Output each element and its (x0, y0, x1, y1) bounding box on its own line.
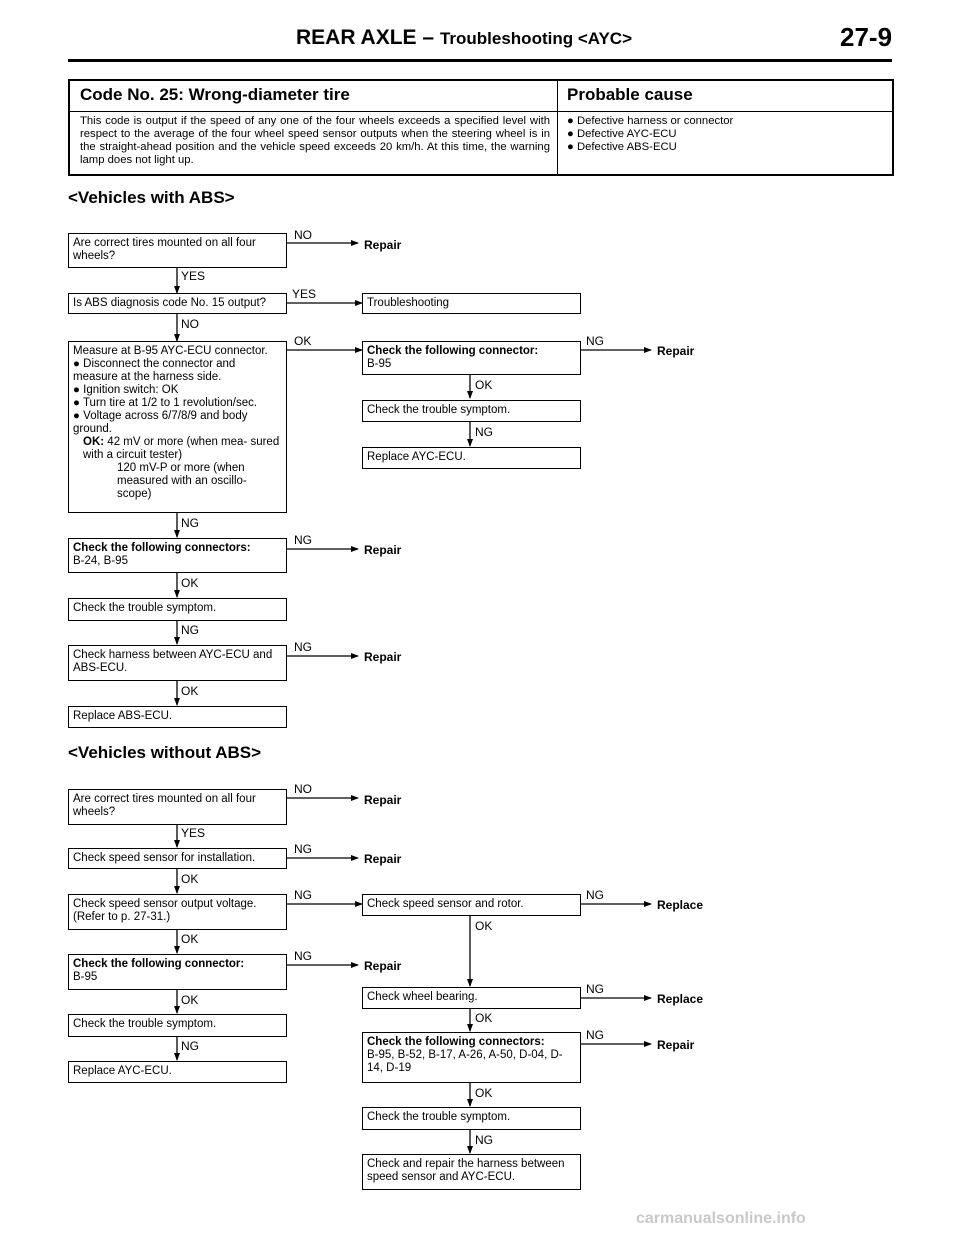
step-wheel-bearing: Check wheel bearing. (362, 987, 581, 1009)
measure-text: Voltage across 6/7/8/9 and body ground. (73, 410, 248, 435)
result-replace: Replace (657, 992, 704, 1006)
cause-text: Defective ABS-ECU (576, 141, 677, 153)
label-ok: OK (475, 919, 493, 933)
page-number: 27-9 (840, 22, 893, 52)
label-yes: YES (181, 269, 206, 283)
bullet-icon: ● (567, 115, 574, 127)
label-ng: NG (181, 623, 199, 637)
result-repair: Repair (364, 238, 402, 252)
label-ng: NG (294, 949, 312, 963)
watermark: carmanualsonline.info (636, 1210, 806, 1227)
bullet-icon: ● (567, 141, 574, 153)
cause-text: Defective AYC-ECU (576, 128, 677, 140)
measure-text: Turn tire at 1/2 to 1 revolution/sec. (82, 397, 258, 409)
label-ng: NG (294, 888, 312, 902)
label-ng: NG (586, 334, 604, 348)
step-title: Check the following connector: (73, 958, 245, 970)
label-ok: OK (475, 1011, 493, 1025)
label-no: NO (181, 317, 199, 331)
label-ng: NG (475, 1133, 493, 1147)
step-repair-harness: Check and repair the harness between speed sensor and AYC-ECU. (362, 1154, 581, 1190)
label-ok: OK (475, 1086, 493, 1100)
label-ng: NG (475, 425, 493, 439)
measure-item (73, 358, 282, 384)
step-check-connectors-list (362, 1032, 581, 1083)
step-trouble-symptom: Check the trouble symptom. (362, 1107, 581, 1130)
section-heading-with-abs: <Vehicles with ABS> (68, 188, 235, 207)
section-subtitle: Troubleshooting <AYC> (439, 29, 633, 48)
label-ok: OK (181, 684, 199, 698)
step-detail: B-24, B-95 (73, 555, 128, 567)
label-ng: NG (294, 533, 312, 547)
label-ng: NG (181, 1039, 199, 1053)
step-detail: B-95 (367, 358, 392, 370)
label-ng: NG (294, 842, 312, 856)
result-repair: Repair (364, 793, 402, 807)
step-trouble-symptom: Check the trouble symptom. (68, 598, 287, 621)
bullet-icon: ● (567, 128, 574, 140)
label-yes: YES (181, 826, 206, 840)
step-replace-ayc-ecu: Replace AYC-ECU. (362, 447, 581, 469)
label-no: NO (294, 228, 312, 242)
measure-heading: Measure at B-95 AYC-ECU connector. (73, 345, 268, 357)
step-tire-check: Are correct tires mounted on all four wheels? (68, 233, 287, 268)
label-ok: OK (181, 872, 199, 886)
step-abs-code: Is ABS diagnosis code No. 15 output? (68, 293, 287, 314)
measure-item (73, 384, 282, 397)
label-yes: YES (292, 287, 317, 301)
bullet-icon: ● (73, 410, 80, 422)
label-no: NO (294, 782, 312, 796)
step-check-harness: Check harness between AYC-ECU and ABS-ECU. (68, 645, 287, 681)
bullet-icon: ● (73, 397, 80, 409)
step-trouble-symptom: Check the trouble symptom. (68, 1014, 287, 1037)
label-ok: OK (181, 932, 199, 946)
cause-text: Defective harness or connector (576, 115, 734, 127)
label-ok: OK (475, 378, 493, 392)
step-title: Check the following connectors: (367, 1036, 545, 1048)
section-title: REAR AXLE (296, 26, 417, 49)
result-repair: Repair (364, 959, 402, 973)
bullet-icon: ● (73, 384, 80, 396)
cause-heading: Probable cause (567, 85, 693, 104)
result-repair: Repair (364, 852, 402, 866)
step-replace-abs-ecu: Replace ABS-ECU. (68, 706, 287, 728)
measure-item (73, 410, 282, 436)
step-measure-b95 (68, 341, 287, 513)
step-check-connectors (68, 538, 287, 573)
step-check-connector-b95 (68, 954, 287, 990)
step-tire-check: Are correct tires mounted on all four wheels? (68, 789, 287, 825)
step-troubleshooting: Troubleshooting (362, 293, 581, 314)
measure-ok-criteria (73, 436, 282, 462)
label-ng: NG (586, 982, 604, 996)
step-sensor-output-voltage: Check speed sensor output voltage. (Refer to p. 27-31.) (68, 894, 287, 930)
label-ok: OK (181, 993, 199, 1007)
section-heading-without-abs: <Vehicles without ABS> (68, 743, 262, 762)
result-repair: Repair (364, 650, 402, 664)
label-ng: NG (586, 1028, 604, 1042)
ok-label: OK: (83, 436, 105, 448)
label-ok: OK (294, 334, 312, 348)
label-ng: NG (294, 640, 312, 654)
measure-text: Ignition switch: OK (83, 384, 179, 396)
code-description: This code is output if the speed of any one of the four wheels exceeds a specified level with respect to the average of the four wheel speed sensor outputs when the steering wheel is in the straight-ahead position and the vehicle speed exceeds 20 km/h. At this time, the warning lamp does not light up. (80, 115, 550, 166)
step-trouble-symptom: Check the trouble symptom. (362, 400, 581, 422)
step-check-connector-b95 (362, 341, 581, 375)
step-title: Check the following connector: (367, 345, 539, 357)
step-detail: B-95, B-52, B-17, A-26, A-50, D-04, D-14, D-19 (367, 1049, 563, 1074)
result-repair: Repair (657, 1038, 695, 1052)
step-title: Check the following connectors: (73, 542, 251, 554)
result-replace: Replace (657, 898, 704, 912)
step-sensor-installation: Check speed sensor for installation. (68, 848, 287, 869)
step-detail: B-95 (73, 971, 98, 983)
measure-ok-criteria-2: 120 mV-P or more (when measured with an oscillo- scope) (117, 462, 247, 500)
title-dash: – (422, 26, 435, 49)
ok-criteria-text: 42 mV or more (when mea- sured with a circuit tester) (83, 436, 280, 461)
bullet-icon: ● (73, 358, 80, 370)
result-repair: Repair (364, 543, 402, 557)
code-heading: Code No. 25: Wrong-diameter tire (80, 85, 350, 104)
measure-text: Disconnect the connector and measure at the harness side. (73, 358, 236, 383)
result-repair: Repair (657, 344, 695, 358)
step-sensor-and-rotor: Check speed sensor and rotor. (362, 894, 581, 916)
step-replace-ayc-ecu: Replace AYC-ECU. (68, 1061, 287, 1083)
measure-item (73, 397, 282, 410)
label-ng: NG (586, 888, 604, 902)
label-ng: NG (181, 516, 199, 530)
label-ok: OK (181, 576, 199, 590)
